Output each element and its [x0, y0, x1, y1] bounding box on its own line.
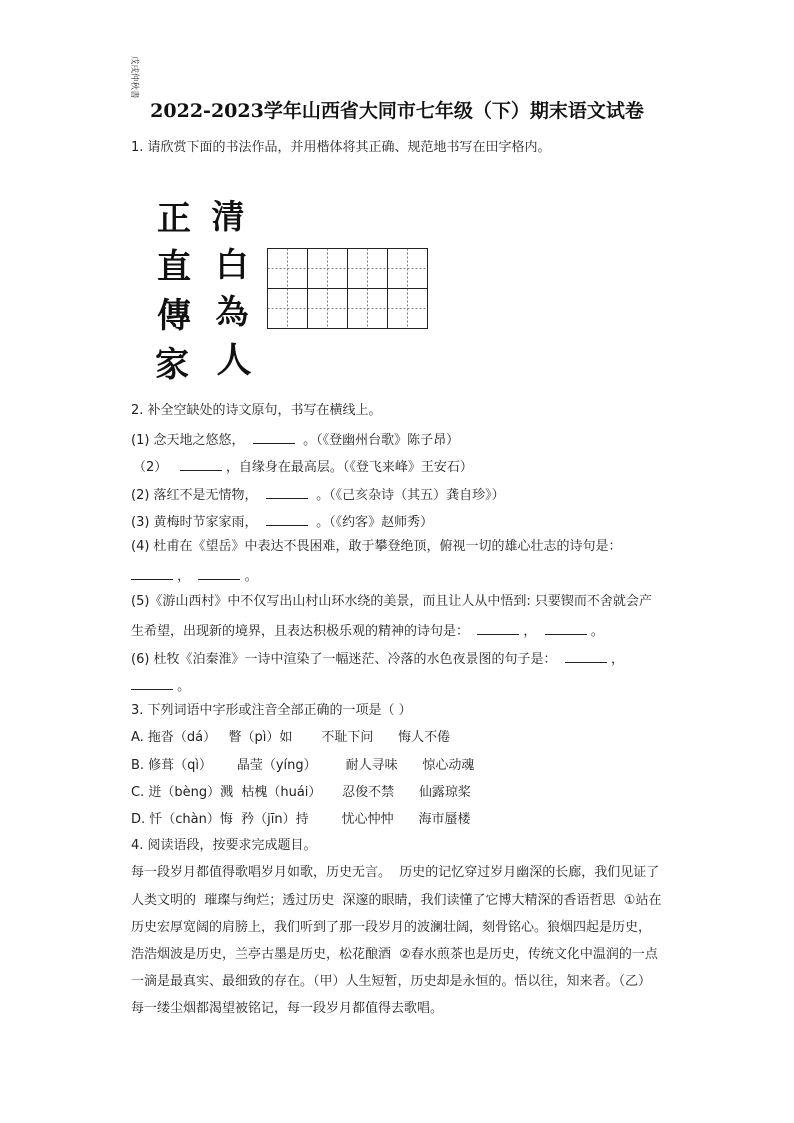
passage-line: 每一段岁月都值得歌唱岁月如歌，历史无言。 历史的记忆穿过岁月幽深的长廊，我们见证了: [131, 865, 660, 880]
q2-item-7-answers: 。: [131, 675, 190, 696]
q3-option-a[interactable]: A. 拖沓（dá） 瞥（pì）如 不耻下问 悔人不倦: [131, 730, 451, 745]
answer-blank[interactable]: [266, 484, 308, 499]
answer-blank[interactable]: [131, 565, 173, 580]
tianzige-grid[interactable]: [267, 248, 429, 329]
q2-item-5-answers: ， 。: [131, 565, 258, 586]
art-signature: 戊戌仲秋書: [129, 56, 139, 99]
question-4-prompt: 4. 阅读语段，按要求完成题目。: [131, 838, 317, 853]
question-1-prompt: 1. 请欣赏下面的书法作品，并用楷体将其正确、规范地书写在田字格内。: [131, 140, 551, 155]
q2-item-7: (6) 杜牧《泊秦淮》一诗中渲染了一幅迷茫、冷落的水色夜景图的句子是： ，: [131, 648, 624, 669]
answer-blank[interactable]: [253, 429, 295, 444]
q2-item-5: (4) 杜甫在《望岳》中表达不畏困难，敢于攀登绝顶，俯视一切的雄心壮志的诗句是：: [131, 539, 622, 554]
answer-blank[interactable]: [198, 565, 240, 580]
question-3-prompt: 3. 下列词语中字形或注音全部正确的一项是（ ）: [131, 703, 412, 718]
q3-option-d[interactable]: D. 忏（chàn）悔 矜（jīn）持 忧心忡忡 海市蜃楼: [131, 812, 471, 827]
q2-item-6: (5)《游山西村》中不仅写出山村山环水绕的美景，而且让人从中悟到: 只要锲而不舍就会产: [131, 594, 652, 609]
passage-line: 一滴是最真实、最细致的存在。（甲）人生短暂，历史却是永恒的。悟以往，知来者。（乙）: [131, 974, 652, 989]
answer-blank[interactable]: [180, 456, 222, 471]
art-char: 直: [157, 247, 191, 287]
question-2-prompt: 2. 补全空缺处的诗文原句，书写在横线上。: [131, 403, 382, 418]
calligraphy-artwork: [129, 56, 264, 388]
art-char: 白: [215, 245, 249, 284]
answer-blank[interactable]: [477, 620, 519, 635]
art-char: 人: [216, 340, 252, 381]
q3-option-b[interactable]: B. 修葺（qì） 晶莹（yíng） 耐人寻味 惊心动魂: [131, 758, 475, 773]
passage-line: 历史宏厚宽阔的肩膀上，我们听到了那一段岁月的波澜壮阔，刻骨铭心。狼烟四起是历史，: [131, 920, 652, 935]
art-char: 正: [157, 199, 191, 239]
passage-line: 浩浩烟波是历史，兰亭古墨是历史，松花酿酒 ②春水煎茶也是历史，传统文化中温润的一点: [131, 947, 658, 962]
passage-line: 每一缕尘烟都渴望被铭记，每一段岁月都值得去歌唱。: [131, 1001, 444, 1016]
q3-option-c[interactable]: C. 迸（bèng）溅 枯槐（huái） 忍俊不禁 仙露琼桨: [131, 785, 471, 800]
q2-item-2: （2） ，自缘身在最高层。（《登飞来峰》王安石）: [133, 456, 473, 477]
q2-item-1: (1) 念天地之悠悠， 。（《登幽州台歌》陈子昂）: [131, 429, 459, 450]
page-title: 2022-2023学年山西省大同市七年级（下）期末语文试卷: [150, 100, 644, 122]
answer-blank[interactable]: [131, 675, 173, 690]
q2-item-3: (2) 落红不是无情物， 。（《己亥杂诗（其五）龚自珍》）: [131, 484, 505, 505]
art-char: 為: [215, 292, 249, 331]
answer-blank[interactable]: [266, 511, 308, 526]
q2-item-6-answers: 生希望，出现新的境界，且表达积极乐观的精神的诗句是： ， 。: [131, 620, 604, 641]
answer-blank[interactable]: [545, 620, 587, 635]
art-char: 傳: [157, 296, 191, 336]
passage-line: 人类文明的 璀璨与绚烂；透过历史 深邃的眼睛，我们读懂了它博大精深的香语哲思 ①站在: [131, 893, 662, 908]
art-char: 清: [211, 197, 245, 236]
answer-blank[interactable]: [565, 648, 607, 663]
q2-item-4: (3) 黄梅时节家家雨， 。（《约客》赵师秀）: [131, 511, 433, 532]
art-char: 家: [155, 345, 189, 385]
